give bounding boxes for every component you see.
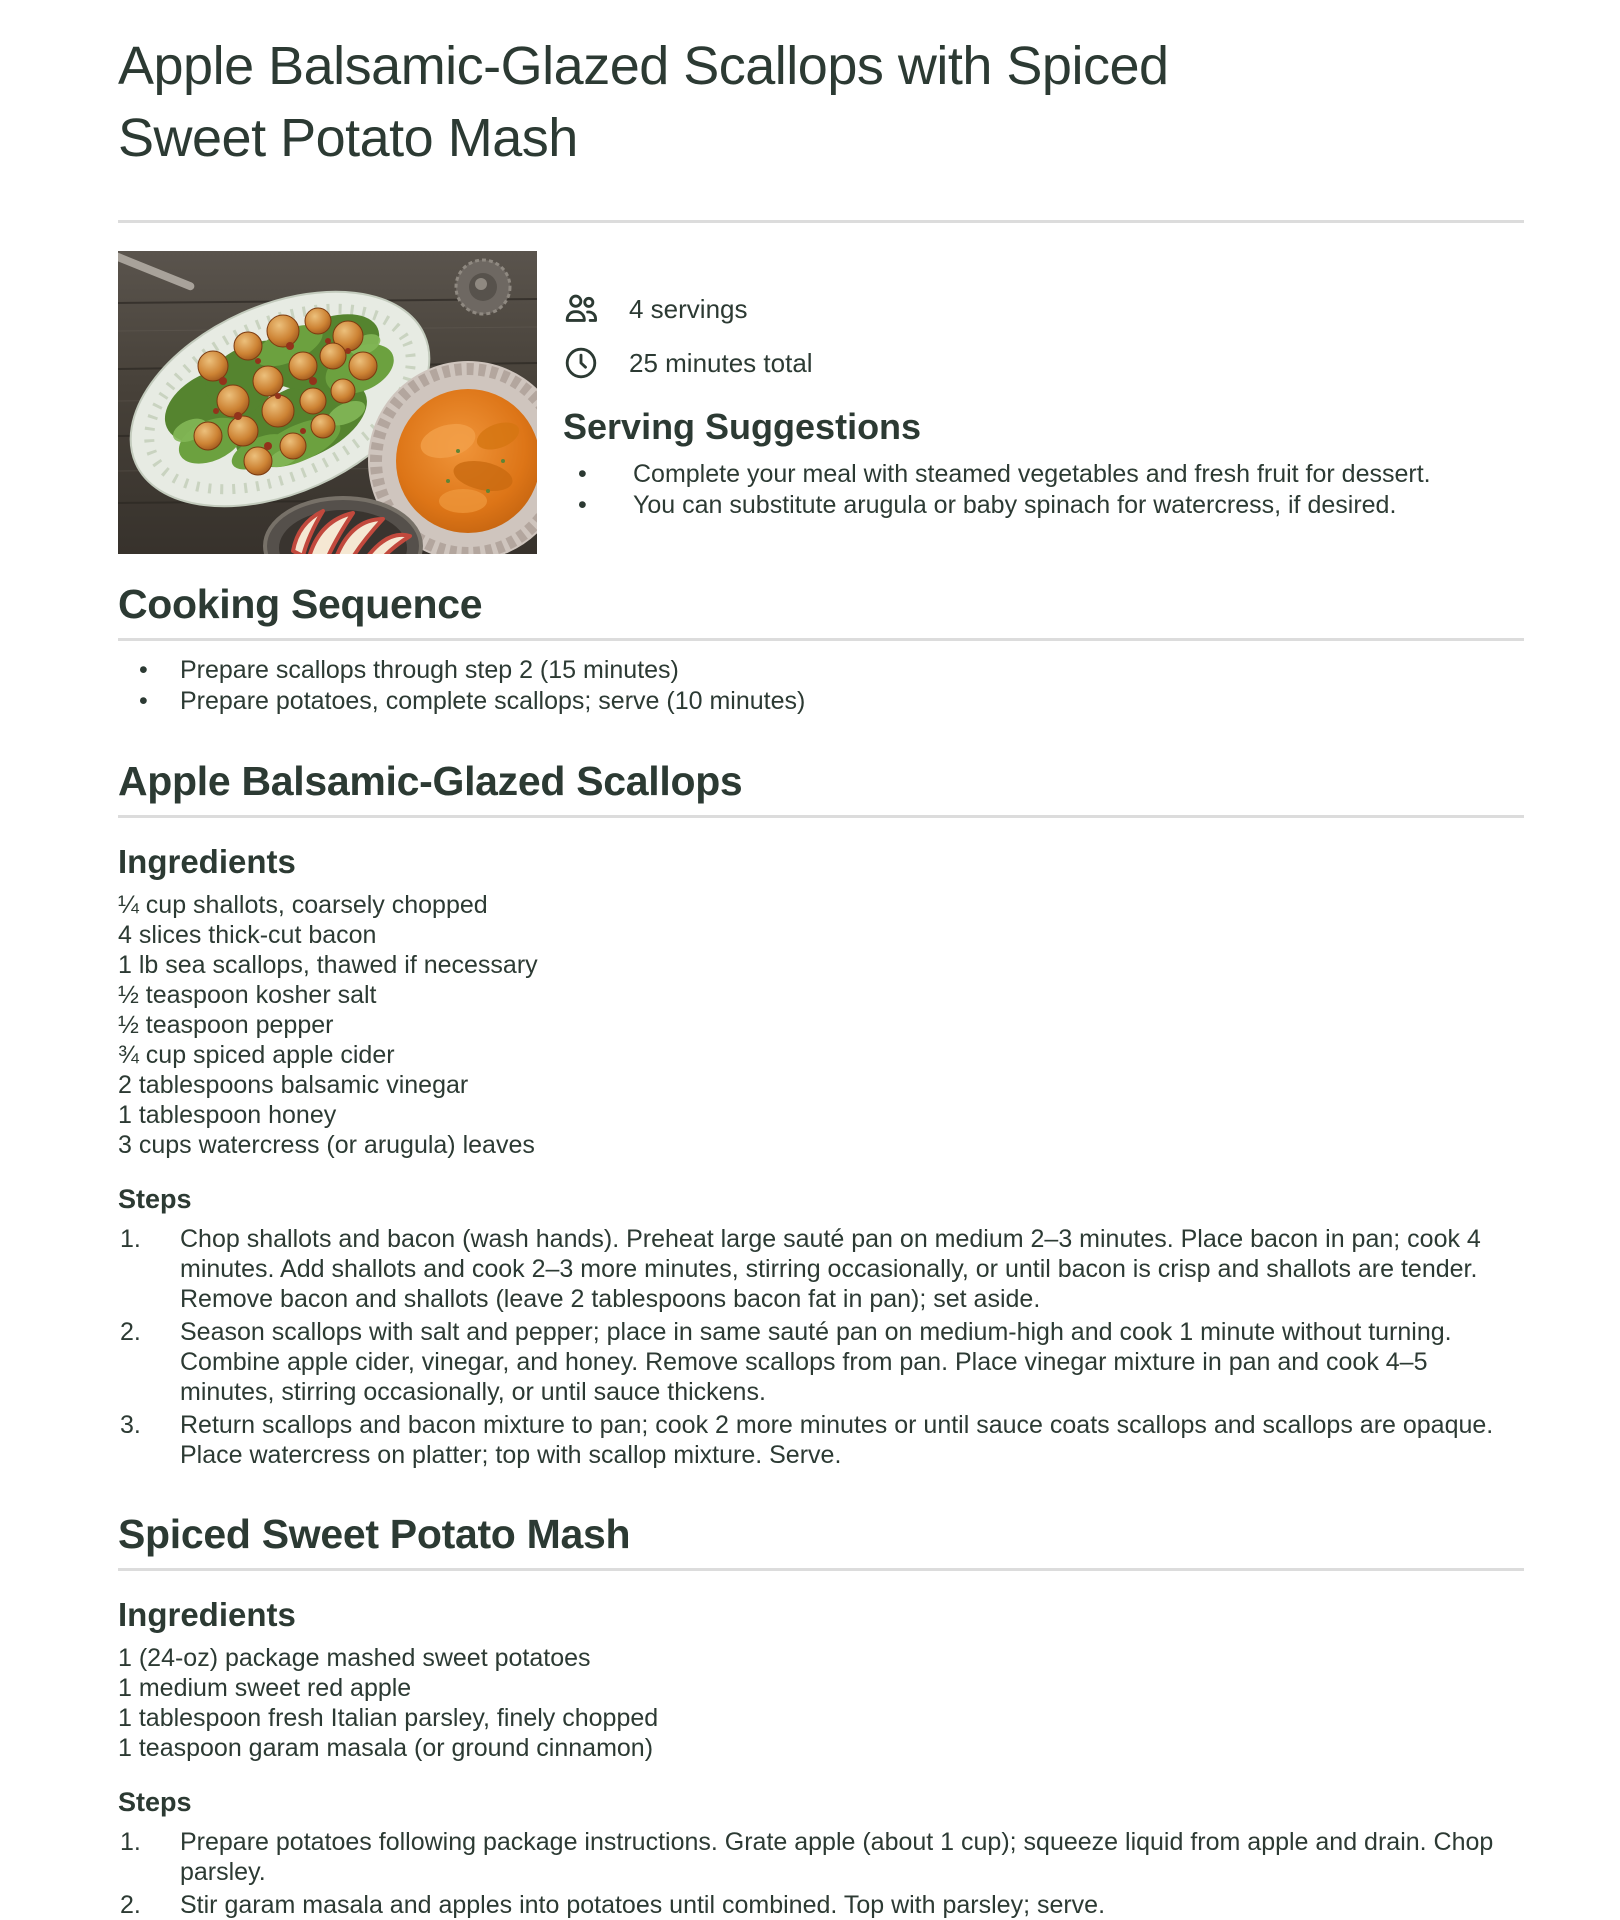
recipe-photo (118, 251, 537, 554)
list-item: • You can substitute arugula or baby spinach for watercress, if desired. (563, 490, 1524, 521)
ingredient-line: 4 slices thick-cut bacon (118, 921, 377, 949)
ingredient-line: 1 tablespoon honey (118, 1101, 337, 1129)
ingredients-list (118, 1643, 1524, 1763)
ingredient-line: 1 medium sweet red apple (118, 1674, 412, 1702)
page-title-line-2: Sweet Potato Mash (118, 108, 578, 168)
ingredient-line: ¾ cup spiced apple cider (118, 1041, 395, 1069)
steps-list (118, 1224, 1524, 1470)
servings-text: 4 servings (629, 293, 748, 324)
step-item: Season scallops with salt and pepper; place in same sauté pan on medium-high and cook 1 minute without turning. Combine apple cider, vinegar, and honey. Remove scallops from pan. Place vinegar mixture in pan and cook 4–5 minutes, stirring occasionally, or until sauce thickens. (180, 1318, 1452, 1406)
ingredients-heading: Ingredients (118, 843, 296, 880)
ingredient-line: 1 (24-oz) package mashed sweet potatoes (118, 1644, 591, 1672)
cooking-sequence-list (118, 655, 1524, 717)
serving-suggestions-heading: Serving Suggestions (563, 406, 922, 447)
serving-suggestions-list (563, 459, 1524, 521)
page-title (118, 30, 1524, 174)
hero-section (118, 251, 1524, 554)
step-item: Stir garam masala and apples into potatoes until combined. Top with parsley; serve. (180, 1891, 1106, 1919)
list-item: • Prepare scallops through step 2 (15 minutes) (118, 655, 1524, 686)
list-item: • Prepare potatoes, complete scallops; serve (10 minutes) (118, 686, 1524, 717)
step-item: Prepare potatoes following package instructions. Grate apple (about 1 cup); squeeze liquid from apple and drain. Chop parsley. (180, 1828, 1494, 1886)
section-divider (118, 815, 1524, 818)
section-divider (118, 1568, 1524, 1571)
step-item: Return scallops and bacon mixture to pan; cook 2 more minutes or until sauce coats scallops and scallops are opaque. Place watercress on platter; top with scallop mixture. Serve. (180, 1411, 1494, 1469)
steps-heading: Steps (118, 1184, 192, 1214)
recipe-heading: Apple Balsamic-Glazed Scallops (118, 758, 743, 804)
recipe-section-sweet-potato-mash (118, 1510, 1524, 1920)
ingredient-line: ½ teaspoon kosher salt (118, 981, 377, 1009)
step-item: Chop shallots and bacon (wash hands). Preheat large sauté pan on medium 2–3 minutes. Place bacon in pan; cook 4 minutes. Add shallots and cook 2–3 more minutes, stirring occasionally, or until bacon is crisp and shallots are tender. Remove bacon and shallots (leave 2 tablespoons bacon fat in pan); set aside. (180, 1225, 1481, 1313)
ingredient-line: ½ teaspoon pepper (118, 1011, 334, 1039)
ingredient-line: 1 lb sea scallops, thawed if necessary (118, 951, 538, 979)
ingredients-heading: Ingredients (118, 1596, 296, 1633)
total-time-row (563, 345, 1524, 381)
recipe-heading: Spiced Sweet Potato Mash (118, 1511, 631, 1557)
recipe-meta-panel (563, 251, 1524, 554)
cooking-sequence-heading: Cooking Sequence (118, 581, 483, 627)
ingredient-line: 3 cups watercress (or arugula) leaves (118, 1131, 535, 1159)
ingredients-list (118, 890, 1524, 1160)
people-icon (563, 291, 599, 327)
title-divider (118, 220, 1524, 223)
steps-heading: Steps (118, 1787, 192, 1817)
ingredient-line: 1 tablespoon fresh Italian parsley, finely chopped (118, 1704, 659, 1732)
list-item: • Complete your meal with steamed vegetables and fresh fruit for dessert. (563, 459, 1524, 490)
ingredient-line: ¼ cup shallots, coarsely chopped (118, 891, 488, 919)
clock-icon (563, 345, 599, 381)
ingredient-line: 2 tablespoons balsamic vinegar (118, 1071, 469, 1099)
ingredient-line: 1 teaspoon garam masala (or ground cinnamon) (118, 1734, 654, 1762)
servings-row (563, 291, 1524, 327)
total-time-text: 25 minutes total (629, 347, 813, 378)
section-divider (118, 638, 1524, 641)
steps-list (118, 1827, 1524, 1920)
recipe-section-scallops (118, 757, 1524, 1470)
page-title-line-1: Apple Balsamic-Glazed Scallops with Spiced (118, 36, 1169, 96)
